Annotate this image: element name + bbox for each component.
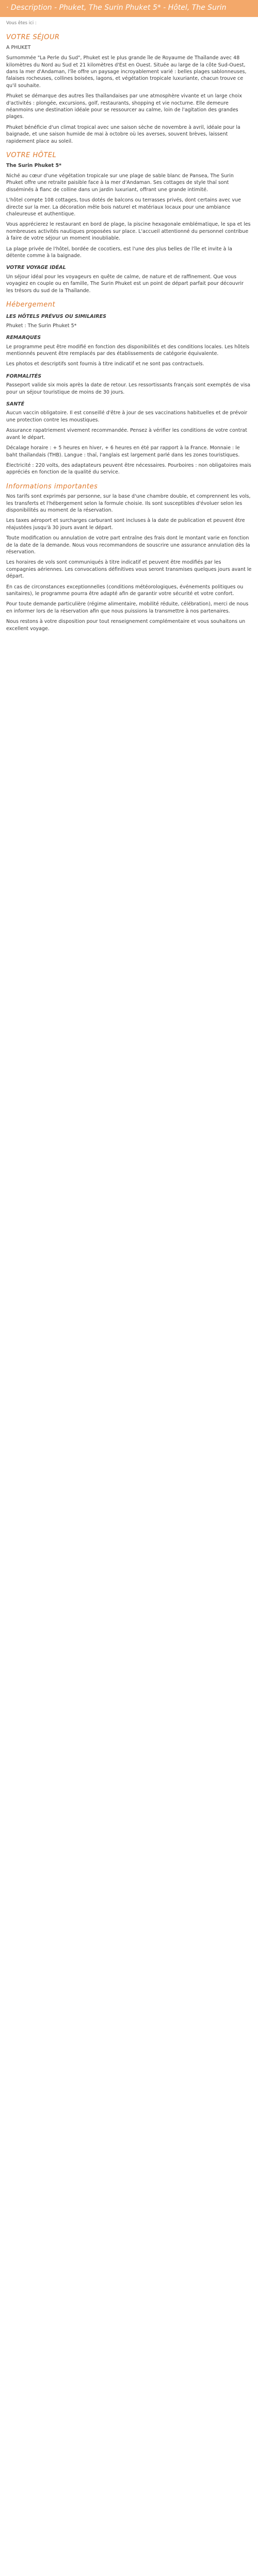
paragraph: Phuket bénéficie d'un climat tropical avec une saison sèche de novembre à avril, idéale pour la baignade, et une saison humide de mai à octobre où les averses, souvent brèves, laissent rapidement place au soleil. xyxy=(6,124,240,144)
paragraph: Nous restons à votre disposition pour tout renseignement complémentaire et vous souhaitons un excellent voyage. xyxy=(6,619,246,632)
paragraph: Assurance rapatriement vivement recommandée. Pensez à vérifier les conditions de votre contrat avant le départ. xyxy=(6,428,247,440)
hotel-name-text: The Surin Phuket 5* xyxy=(6,162,62,168)
section-heading-hotel: VOTRE HÔTEL xyxy=(6,151,57,160)
sub-heading: FORMALITÉS xyxy=(6,373,42,379)
paragraph: Le programme peut être modifié en fonction des disponibilités et des conditions locales. Les hôtels mentionnés peuvent être remplacés par des établissements de catégorie équivalente. xyxy=(6,344,250,357)
paragraph: Les horaires de vols sont communiqués à titre indicatif et peuvent être modifiés par les compagnies aériennes. Les convocations définitives vous seront transmises quelques jours avant le départ. xyxy=(6,560,252,580)
page-banner xyxy=(0,0,258,17)
paragraph: En cas de circonstances exceptionnelles (conditions météorologiques, événements politiques ou sanitaires), le programme pourra être adapté afin de garantir votre sécurité et votre confort. xyxy=(6,584,244,597)
paragraph: Niché au cœur d'une végétation tropicale sur une plage de sable blanc de Pansea, The Surin Phuket offre une retraite paisible face à la mer d'Andaman. Ses cottages de style thaï sont disséminés à flanc de colline dans un jardin luxuriant, offrant une grande intimité. xyxy=(6,173,234,193)
section-heading-terms: Hébergement xyxy=(6,301,56,309)
paragraph: L'hôtel compte 108 cottages, tous dotés de balcons ou terrasses privés, dont certains avec vue directe sur la mer. La décoration mêle bois naturel et matériaux locaux pour une ambiance chaleureuse et authentique. xyxy=(6,197,241,217)
section-heading-voyage: VOTRE SÉJOUR xyxy=(6,33,60,42)
paragraph: Toute modification ou annulation de votre part entraîne des frais dont le montant varie en fonction de la date de la demande. Nous vous recommandons de souscrire une assurance annulation dès la réservation. xyxy=(6,535,250,555)
paragraph: A PHUKET xyxy=(6,44,31,50)
hotel-name xyxy=(6,162,252,169)
paragraph: Pour toute demande particulière (régime alimentaire, mobilité réduite, célébration), merci de nous en informer lors de la réservation afin que nous puissions la transmettre à nos partenaires. xyxy=(6,601,249,614)
sub-heading: SANTÉ xyxy=(6,401,25,408)
paragraph: Décalage horaire : + 5 heures en hiver, + 6 heures en été par rapport à la France. Monnaie : le baht thaïlandais (THB). Langue : thaï, l'anglais est largement parlé dans les zones touristiques. xyxy=(6,445,240,458)
paragraph: Les photos et descriptifs sont fournis à titre indicatif et ne sont pas contractuels. xyxy=(6,361,204,367)
section-heading-ideal: VOTRE VOYAGE IDÉAL xyxy=(6,265,66,271)
paragraph: Nos tarifs sont exprimés par personne, sur la base d'une chambre double, et comprennent les vols, les transferts et l'hébergement selon la formule choisie. Ils sont susceptibles d'évoluer selon les disponibilités au moment de la réservation. xyxy=(6,494,251,513)
section-heading-info: Informations importantes xyxy=(6,482,98,490)
page-title: · Description - Phuket, The Surin Phuket 5* - Hôtel, The Surin xyxy=(6,4,227,12)
breadcrumb: Vous êtes ici : xyxy=(6,21,37,26)
paragraph: Aucun vaccin obligatoire. Il est conseillé d'être à jour de ses vaccinations habituelles et de prévoir une protection contre les moustiques. xyxy=(6,410,248,423)
paragraph: Électricité : 220 volts, des adaptateurs peuvent être nécessaires. Pourboires : non obligatoires mais appréciés en fonction de la qualité du service. xyxy=(6,462,251,476)
paragraph: Vous apprécierez le restaurant en bord de plage, la piscine hexagonale emblématique, le spa et les nombreuses activités nautiques proposées sur place. L'accueil attentionné du personnel contribue à faire de votre séjour un moment inoubliable. xyxy=(6,222,251,242)
sub-heading: REMARQUES xyxy=(6,335,41,341)
main-content xyxy=(0,17,258,645)
sub-heading: LES HÔTELS PRÉVUS OU SIMILAIRES xyxy=(6,314,106,320)
paragraph: Un séjour idéal pour les voyageurs en quête de calme, de nature et de raffinement. Que vous voyagiez en couple ou en famille, The Surin Phuket est un point de départ parfait pour découvrir les trésors du sud de la Thaïlande. xyxy=(6,274,244,294)
paragraph: Passeport valide six mois après la date de retour. Les ressortissants français sont exemptés de visa pour un séjour touristique de moins de 30 jours. xyxy=(6,382,251,395)
paragraph: La plage privée de l'hôtel, bordée de cocotiers, est l'une des plus belles de l'île et invite à la détente comme à la baignade. xyxy=(6,246,232,259)
paragraph: Les taxes aéroport et surcharges carburant sont incluses à la date de publication et peuvent être réajustées jusqu'à 30 jours avant le départ. xyxy=(6,518,245,531)
paragraph: Phuket se démarque des autres îles thaïlandaises par une atmosphère vivante et un large choix d'activités : plongée, excursions, golf, restaurants, shopping et vie nocturne. Elle demeure néanmoins une destination idéale pour se ressourcer au calme, loin de l'agitation des grandes plages. xyxy=(6,93,242,120)
paragraph: Phuket : The Surin Phuket 5* xyxy=(6,323,77,329)
paragraph: Surnommée "La Perle du Sud", Phuket est le plus grande île de Royaume de Thaïlande avec 48 kilomètres du Nord au Sud et 21 kilomètres d'Est en Ouest. Située au large de la côte Sud-Ouest, dans la mer d'Andaman, l'île offre un paysage incroyablement varié : belles plages sablonneuses, falaises rocheuses, collines boisées, lagons, et végétation tropicale luxuriante, chacun trouve ce qu'il souhaite. xyxy=(6,55,247,89)
